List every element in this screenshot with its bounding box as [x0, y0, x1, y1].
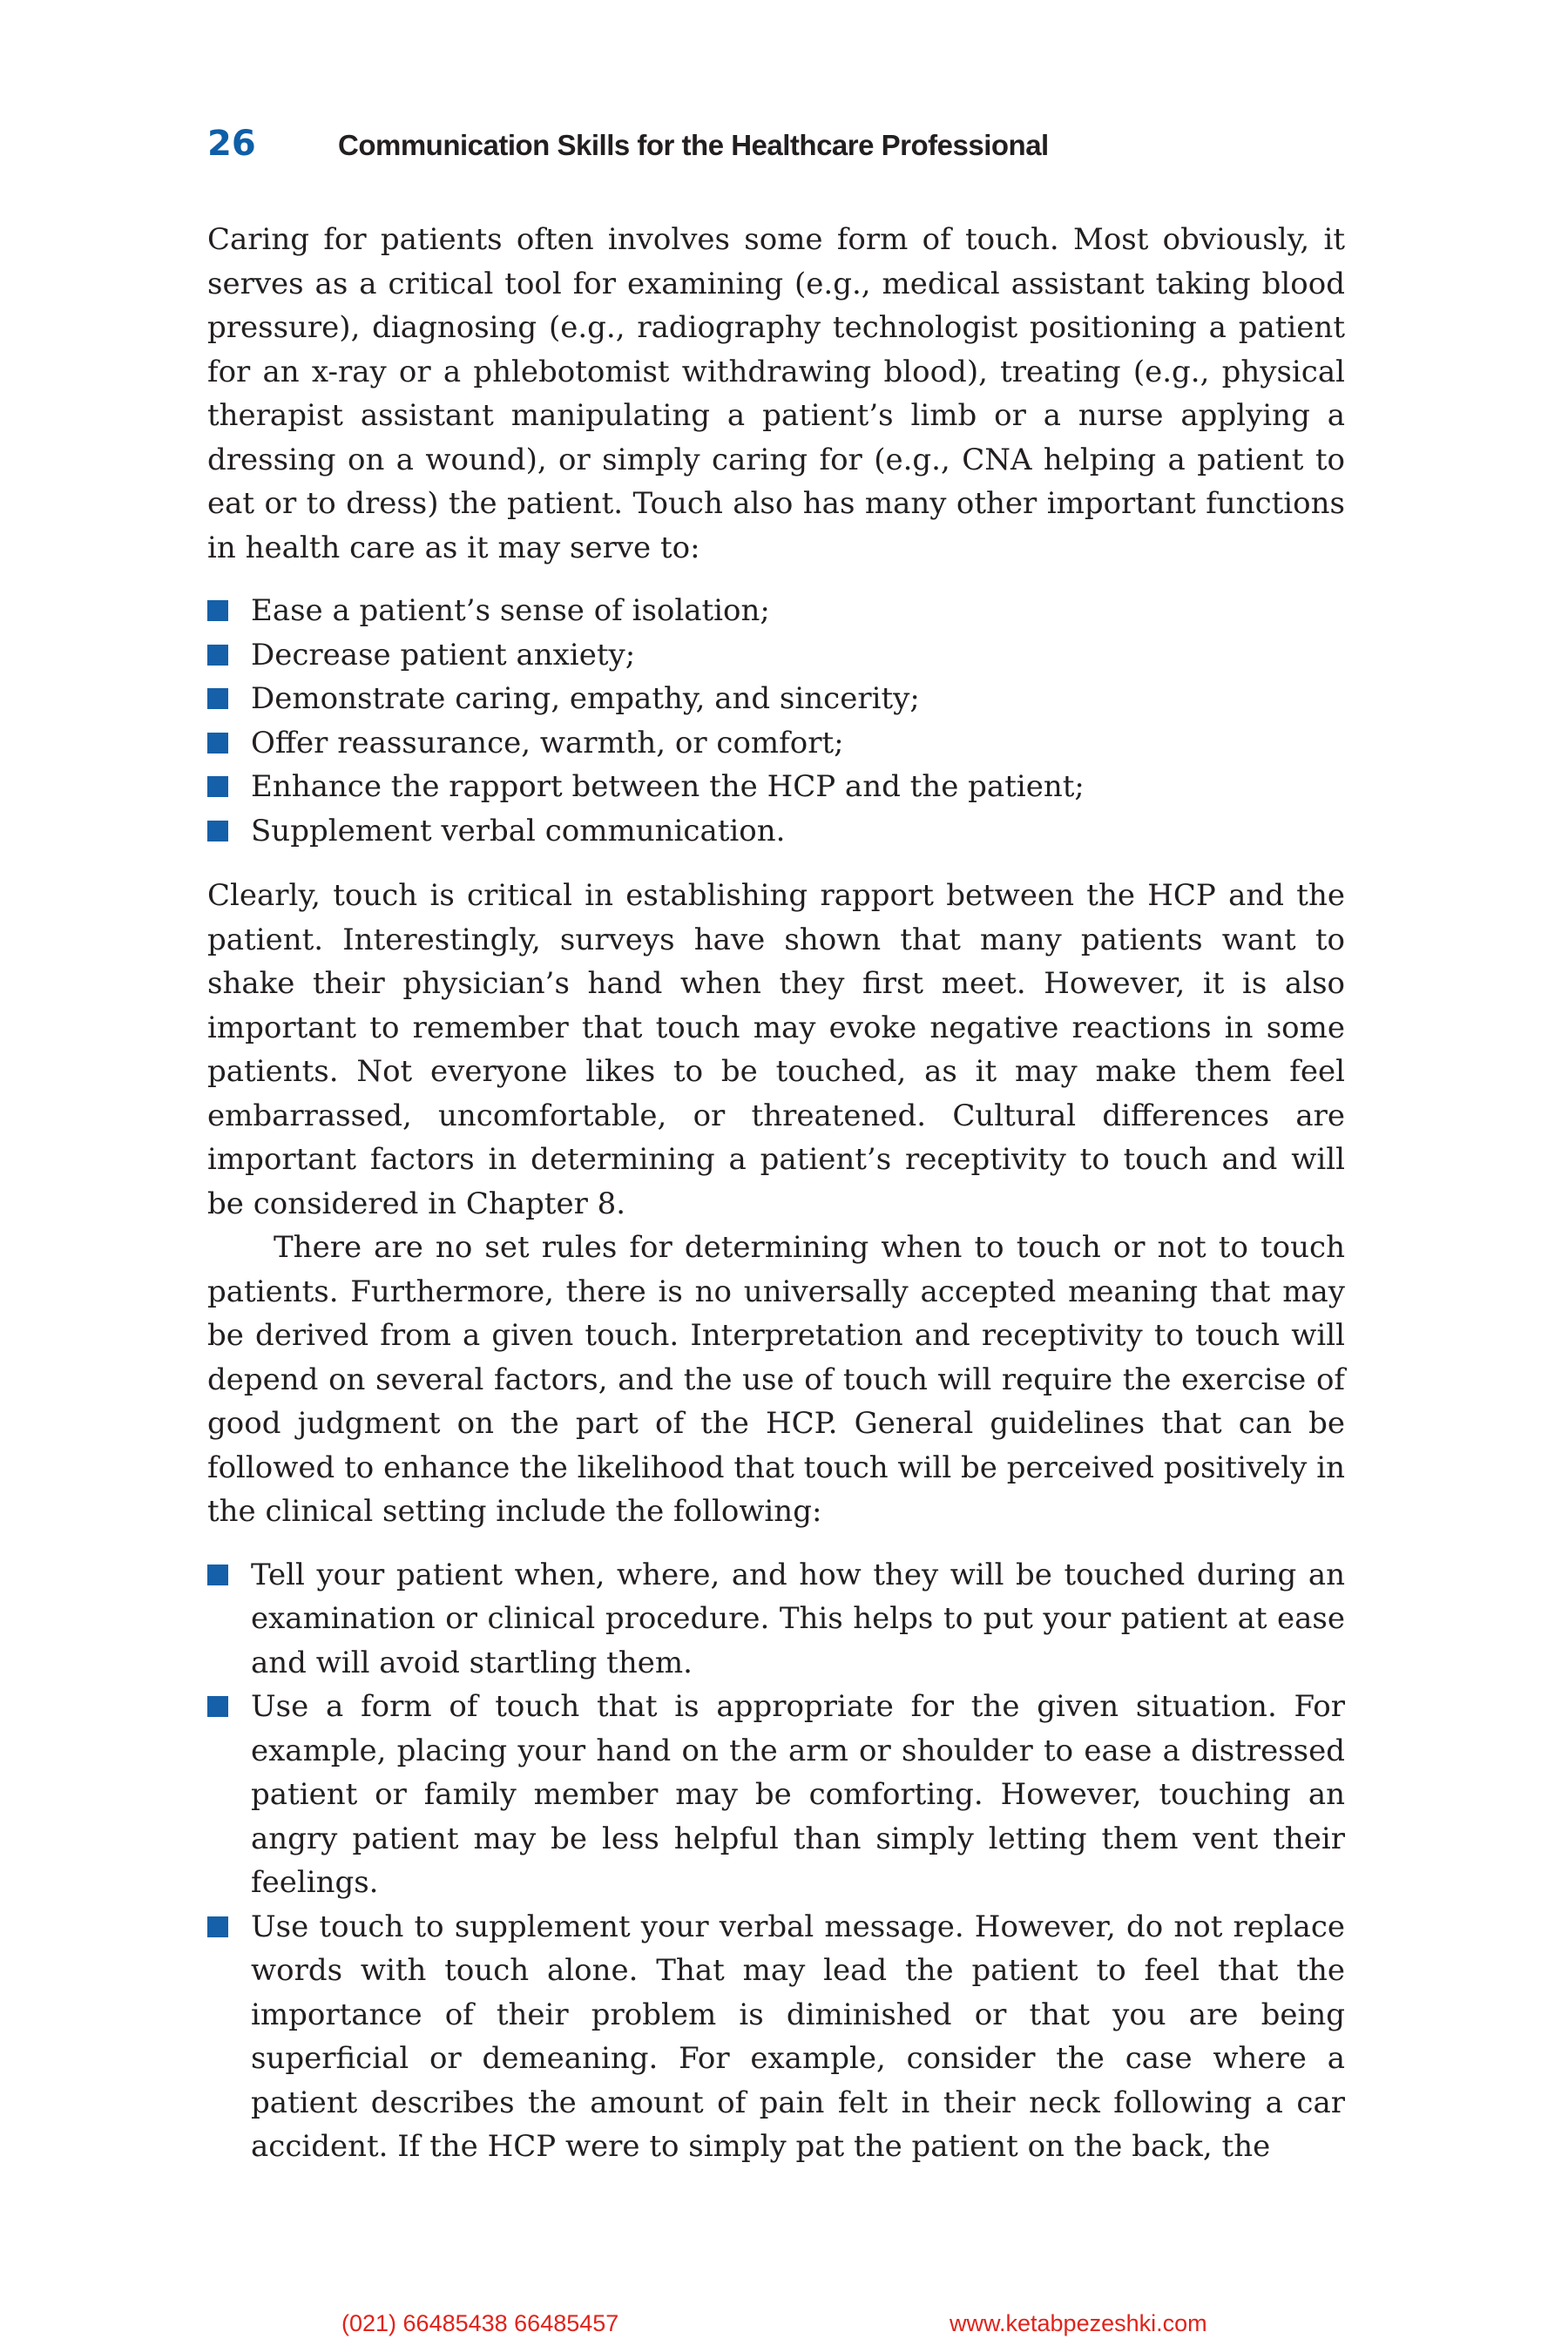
list-item-text: Supplement verbal communication.: [251, 813, 786, 848]
list-item: [207, 721, 1345, 766]
square-bullet-icon: [207, 1565, 228, 1585]
running-head: [207, 124, 1049, 164]
square-bullet-icon: [207, 1916, 228, 1937]
list-item-text: Demonstrate caring, empathy, and sincerity;: [251, 681, 920, 716]
square-bullet-icon: [207, 733, 228, 754]
list-item-text: Use touch to supplement your verbal message. However, do not replace words with touch alone. That may lead the patient to feel that the importance of their problem is diminished or that you are being superficial or demeaning. For example, consider the case where a patient describes the amount of pain felt in their neck following a car accident. If the HCP were to simply pat the patient on the back, the: [251, 1909, 1345, 2164]
list-item: [207, 765, 1345, 809]
book-title: Communication Skills for the Healthcare Professional: [338, 129, 1049, 161]
list-item: [207, 1553, 1345, 1686]
list-item: [207, 677, 1345, 721]
page-number: 26: [207, 124, 256, 164]
square-bullet-icon: [207, 600, 228, 621]
square-bullet-icon: [207, 821, 228, 841]
list-item-text: Ease a patient’s sense of isolation;: [251, 593, 770, 628]
square-bullet-icon: [207, 688, 228, 709]
touch-functions-list: [207, 589, 1345, 853]
list-item: [207, 589, 1345, 633]
paragraph-rapport: Clearly, touch is critical in establishing rapport between the HCP and the patient. Interestingly, surveys have shown that many patients want to shake their physician’s hand when they first meet. However, it is also important to remember that touch may evoke negative reactions in some patients. Not everyone likes to be touched, as it may make them feel embarrassed, uncomfortable, or threatened. Cultural differences are important factors in determining a patient’s receptivity to touch and will be considered in Chapter 8.: [207, 878, 1345, 1221]
list-item-text: Enhance the rapport between the HCP and the patient;: [251, 769, 1085, 804]
list-item-text: Use a form of touch that is appropriate for the given situation. For example, placing your hand on the arm or shoulder to ease a distressed patient or family member may be comforting. However, touching an angry patient may be less helpful than simply letting them vent their feelings.: [251, 1689, 1345, 1900]
list-item: [207, 1905, 1345, 2169]
list-item-text: Tell your patient when, where, and how they will be touched during an examination or clinical procedure. This helps to put your patient at ease and will avoid startling them.: [251, 1557, 1345, 1680]
footer-website[interactable]: www.ketabpezeshki.com: [950, 2310, 1207, 2336]
page-body: [207, 218, 1345, 2190]
touch-guidelines-list: [207, 1553, 1345, 2169]
square-bullet-icon: [207, 776, 228, 797]
list-item: [207, 1685, 1345, 1905]
list-item-text: Offer reassurance, warmth, or comfort;: [251, 725, 844, 760]
list-item: [207, 809, 1345, 854]
list-item-text: Decrease patient anxiety;: [251, 637, 636, 672]
paragraph-guidelines: There are no set rules for determining when to touch or not to touch patients. Furthermore, there is no universally accepted meaning that may be derived from a given touch. Interpretation and receptivity to touch will depend on several factors, and the use of touch will require the exercise of good judgment on the part of the HCP. General guidelines that can be followed to enhance the likelihood that touch will be perceived positively in the clinical setting include the following:: [207, 1230, 1345, 1529]
paragraph-intro: Caring for patients often involves some form of touch. Most obviously, it serves as a critical tool for examining (e.g., medical assistant taking blood pressure), diagnosing (e.g., radiography technologist positioning a patient for an x-ray or a phlebotomist withdrawing blood), treating (e.g., physical therapist assistant manipulating a patient’s limb or a nurse applying a dressing on a wound), or simply caring for (e.g., CNA helping a patient to eat or to dress) the patient. Touch also has many other important functions in health care as it may serve to:: [207, 222, 1345, 565]
square-bullet-icon: [207, 1696, 228, 1717]
footer-phone: (021) 66485438 66485457: [341, 2310, 619, 2336]
square-bullet-icon: [207, 645, 228, 666]
list-item: [207, 633, 1345, 678]
